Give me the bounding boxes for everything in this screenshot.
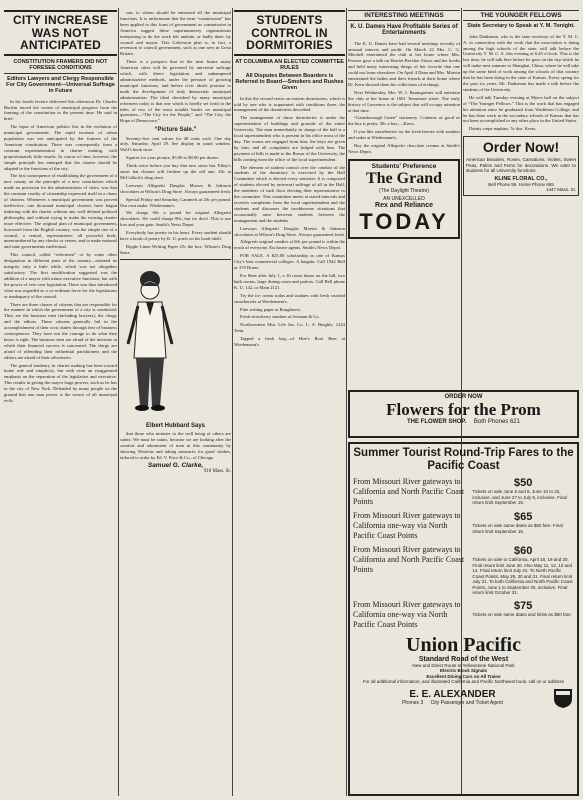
paragraph: Allegretti original candies at 60c per pound is within the reach of everyone. Exclusive agents, Smith's News Depot. [234,239,345,251]
notice-item: Special Friday and Saturday, Caramels at 20c per pound. Our own make. Wiedemann's. [120,196,231,208]
paragraph: The element of student control over the conduct of the students of the dormitory is exercised by the Hall Committee which is elected every semester. It is composed of students elected by universal suffrage of all in the Hall, the members of each floor electing their representative to the committee. This committee meets at stated intervals and receives complaints from the local superintendent and the students and discusses the troublesome situations that occasionally arise between students between the management and the students. [234,164,345,223]
fare-price: $60 [513,545,533,557]
fare-row [353,511,574,541]
paragraph: Try the ice cream sodas and sundaes with fresh crushed strawberries at Wiedemann's. [234,292,345,304]
company-name: KLINE FLORAL CO., [494,175,548,182]
fare-price: $65 [513,511,533,523]
brand-slogan: Standard Road of the West [418,655,509,663]
paragraph: For Rent after July 1, a 16 room house on the hill, two bath rooms, large dining room and parlors. Call Bell phone K. U. 142, or Main 2121. [234,272,345,290]
phones: Bell Phone 55. Home Phone 655 [488,181,554,187]
fare-route: From Missouri River gateways to California one-way via North Pacific Coast Points [353,511,461,540]
address: 910 Mass. St. [203,469,231,475]
paragraph: The lapse of American politics lies in the evolution of municipal government. The rapid increase of urban population was not anticipated by the framers of the American constitution. There was consequently from a constant experimentation in charter making, with proportionately little results. In course of time, however, the simple principle has emerged that the charter should be adapted to the functions of the city. [4,124,117,171]
paragraph: John Dadisman, who is the state secretary of the Y. M. C. A. in connection with the work that the association is doing among the high schools of the state, will talk before the University Y. M. C. A. this evening at 6:45 o'clock. This is the last time, he will talk here before he goes on the trip which he will make next summer to Shanghai, China, where he will take up the same kind of work among the schools of that country that he has been doing in the state of Kansas. Every spring for the past six years, Mr. Dadisman has made a talk before the students of the University. [463,33,579,92]
paragraph: Fine writing paper at Boughton's. [240,306,302,312]
paragraph: The first consequence of establishing the government of a new county on the principle of a new constitution which made no provision for the administration of cities, was that the constant cruelty of citizenship expressed itself in a chaos of charters. Whenever a municipal government was proved ineffective, one thousand municipal charters have begun tinkering with the charter without any well defined political philosophy, and without trying to make the existing charter more effective. The original plan of municipal government, borrowed from the English country, was the simple one of a council, a central, representative, all powerful body, unencumbered by any checks or vetoes, and to make national and state governments ineffectual. [4,173,117,250]
agent-name: E. E. ALEXANDER [409,689,496,700]
column-rule [118,8,119,796]
block-signals: Electric Block Signals [439,668,488,673]
paragraph: Dainty crepe napkins, 5c doz. Kress. [469,126,537,132]
ad-divider [120,259,231,260]
subheadline: AT COLUMBIA AN ELECTED COMMITTEE RULES [235,58,344,71]
section-label: INTERESTING MEETINGS [348,10,460,21]
fare-row [353,600,574,630]
column-rule [346,8,347,796]
theatre-name: The Grand [365,169,442,187]
tour-title: Summer Tourist Round-Trip Fares to the Pacific Coast [353,447,574,472]
flowers-for-prom-ad [348,390,579,438]
info-text: For all additional information, and illustrated California and Pacific Northwest book, call on or address [362,679,565,684]
notices [120,136,231,256]
column-rule [232,8,233,796]
fare-route: From Missouri River gateways to California and North Pacific Coast Points [353,477,465,506]
paragraph: There are three classes of citizens that are responsible for the manner in which the government of a city is conducted. They are the business men (including lawyers), the clergy and the editors. These citizens generally fail in the accomplishment of their civic duties through fear of business consequences. They have not the courage to do what they know is right. The business men are afraid of the interests in which their financial success is concerned. The clergy are afraid of offending their influential parishioners and the editors are afraid of their advertisers. [4,301,117,360]
ad-today: TODAY [359,208,449,234]
section-label: THE YOUNGER FELLOWS [463,10,579,21]
fare-details: Tickets on sale same dates and limits as $60 fare. [472,611,572,617]
fare-price: $50 [513,477,533,489]
ad-line: Rex and Reliance [375,201,433,209]
fare-info [468,600,574,630]
union-pacific-shield-icon [552,687,574,709]
fare-info [468,545,574,596]
fare-info [468,477,574,507]
notice-item: We charge 60c a pound for original Allegretti chocolates. We could charge 80c, but we don't. This is our loss and your gain. Smith's News Depot. [120,210,231,228]
fare-row [353,477,574,507]
ad-line: AN UNEXCELLED [383,195,425,202]
paragraph: Fresh strawberry sundaes at Soxman & Co. [240,314,320,320]
fare-details: Tickets on sale to California, April 18, 19 and 20. Final return limit June 30. Also May 11, 12, 13 and 14. Final return limit July 31. To North Pacific Coast Points, May 29, 30 and 31. Final return limit July 31. To both California and North Pacific Coast Points, June 1 to September 30, inclusive. Final return limit October 31. [472,557,573,595]
column-dormitories [234,10,345,796]
ad-text: American Beauties, Roses, Carnations, Violets, Sweet Peas, Palms and Ferns for decorations. We cater to students for all University functions. [466,157,576,174]
brand-name: Union Pacific [406,633,521,656]
paragraph: Loewnys Allegretti Douglas Morses & Johnson chocolates at Wilson's Drug Store. Always guaranteed fresh. [234,225,345,237]
address: 1447 Mass. St. [545,187,576,193]
ad-main: Flowers for the Prom [386,400,541,419]
paragraph: In his fourth lecture delivered this afternoon Dr. Charles Ruckin traced the course of municipal progress from the framing of the constitution to the present time. He said in brief: [4,98,117,122]
ad-quote [120,431,231,461]
order-now-ad [463,136,579,196]
paragraph: He will talk Tuesday evening at Myers hall on the subject of “The Younger Fellows.” This is the work that has engaged his attention since he graduated from Washburn College, and he has done work in the secondary schools of Kansas that has not been accomplished in any other place in the United States. [463,94,579,124]
column-continuation [120,10,231,796]
ad-title: Order Now! [482,139,560,156]
dining: Excellent Dining Cars on All Trains [426,673,501,679]
fare-price: $75 [513,599,533,612]
paragraph: son, to whom should be entrusted all the municipal functions. It is unfortunate that the term “commission” has been applied to this form of government as commission in America suggest these supernumerary organizations interposing to do the work left undone, or badly done, by council and mayor. This Galveston plan is, in fact, a reversion to council government, such as one sees in Great Britain. [120,10,231,57]
paragraph: FOR SALE. A $25.00 scholarship in one of Kansas City's best commercial colleges. A bargain. Call 1942 Bell or 370 Home. [234,253,345,271]
notice-item: Seventy-five cent values for 40 cents each. One day only, Saturday, April 29. See display in south window. Wolf's book store. [120,135,231,153]
agent-line [353,700,552,706]
paragraph: If you like strawberries try the fresh berries with sundaes and sodas at Wiedemann's. [348,129,460,141]
fare-details: Tickets on sale same dates as $50 fare. Final return limit September 15. [472,523,563,534]
quote-text: that those who minister to the well being of others are saints. We must be saints, because we are looking after the comfort and adornment of men in this community by showing Woolens and taking measures for good clothes, tailored to order by Ed. V. Price & Co., of Chicago. [120,431,231,460]
headline: STUDENTS CONTROL IN DORMITORIES [234,10,345,56]
paragraph: Buy the original Allegretti chocolate creams at Smith's News Depot. [348,143,460,154]
signature: Samuel G. Clarke, [147,461,204,469]
article-body [348,41,460,155]
union-pacific-ad [348,442,579,796]
notice-item: Squires for your picture, $5.00 to $8.00 per dozen. [126,155,219,161]
deck: All Disputes Between Boarders is Referred to Board—Smokers and Rushes Given [235,73,344,91]
paragraph: Next Wednesday, Mrs. W. J. Baumgartner will entertain the club at her home at 1601 Tennessee street. The early history of Lawrence is the subject that will occupy attention at that time. [348,89,460,113]
paragraph: In this the second series on eastern dormitories, which is told by one who is acquainted with conditions there, the management of the dormitories described. [234,95,345,113]
column-younger-fellows [463,10,579,310]
paragraph: Northwestern Mut. Life Ins. Co. L. S. Berghly. 1224 Tenn. [234,322,345,334]
headline: K. U. Dames Have Profitable Series of Entertainments [350,24,458,37]
agent-row [353,687,574,709]
article-body [463,34,579,133]
agent-title: City Passenger and Ticket Agent [430,700,503,706]
deck: State Secretary to Speak at Y. M. Tonight. [467,23,575,29]
paragraph: Tapped a fresh keg—of Hire's Root Beer at Wiedemann's. [234,336,345,348]
elbert-hubbard-illustration [120,266,180,416]
shop-name: THE FLOWER SHOP. [407,419,467,425]
fare-details: Tickets on sale June 5 and 6, June 10 to 22, inclusive, and June 27 to July 5, inclusive. Final return limit September 15. [472,489,567,505]
agent-phones: Phones 3 [402,700,424,706]
paragraph: The management of these dormitories is under the superintendent of buildings and grounds of the entire University. The man immediately in charge of the hall is a local superintendent who is present in his office most of the day. The rooms are engaged from him; the keys are given by him; and all complaints are lodged with him. The payment of bills is made to the Bursar of the University, the bills coming from the office of the local superintendent. [234,115,345,162]
ad-kicker: Students' Preference [371,162,437,170]
fare-info [468,511,574,541]
ad-footer [350,419,577,425]
paragraph: The general tendency in charter making has been toward home rule and simplicity, but with even an exaggerated emphasis on the separation of the legislative and executive. This results in giving the mayor large powers, such as he has in the city of New York. Defended by many people on the ground that one man power is the source of all municipal evils. [4,362,117,404]
notice-item: Ripple Linen Writing Paper 25c the box. Wilson's Drug Store. [120,244,231,255]
subheadline: CONSTITUTION FRAMERS DID NOT FORESEE CONDITIONS [4,60,117,75]
notice-item: Think twice before you buy that new straw hat. Elbay's straw hat cleaner will freshen up the old one. 20c at McCullock's drug store. [120,163,231,180]
headline: CITY INCREASE WAS NOT ANTICIPATED [4,10,117,56]
fare-route: From Missouri River gateways to California and North Pacific Coast Points [353,545,465,574]
paragraph: The K. U. Dames have had several meetings recently of unusual interest and profit. On March 22 Mrs. C. G. Mitchell entertained the club at her home where Mrs. Prosser gave a talk on Harriet Beecher Stowe and her books and held many interesting things of her favorite that one could not learn elsewhere. On April 4 Dean and Mrs. Marvin entertained the ladies and their friends at their home where Dr. Kern showed them his collections of etchings. [348,40,460,87]
paragraph: This council, called “selectmen” or by some other designation in different parts of the country—retained its integrity only a little while, which was not altogether satisfactory. The first modification suggested was the addition of a mayor with minor executive functions, but with the power of veto over legislation. There was thus introduced what was regarded as a co-ordinate force for the legislatures or inadequacy of the council. [4,252,117,299]
article-continuation [120,10,231,124]
column-city-increase [4,10,117,796]
article-body [234,96,345,348]
article-body [4,99,117,404]
column-meetings [348,10,460,388]
paragraph: “Gainsborough Linen” stationery. Contents as good as the box is pretty. 50c a box.—Kress. [348,115,460,127]
fare-row [353,545,574,596]
notice-title: “Picture Sale.” [154,127,197,134]
paragraph: There is a prospect that in the near future many American cities will be governed by universal suffrage which, with direct legislation and unhampered administrative methods, under the pressure of growing municipal functions, and before civic ideals promise to mark the development of truly democratic municipal administration. The ideal cherished by many municipal reformers today is that one which is briefly set forth in the titles of two of the most notable books on municipal questions—“The City for the People,” and “The City, the Hope of Democracy.” [120,59,231,124]
theatre-tagline: (The Daylight Theatre) [379,187,429,194]
agent-block [353,689,552,706]
ad-top: ORDER NOW [444,394,483,400]
phones: Both Phones 621 [473,419,520,425]
notice-item: Loewnys Allegretti Douglas Morses & Johnson chocolates at Wilson's Drug Store. Always guaranteed fresh. [120,182,231,194]
route-note: New and Direct Route to Yellowstone National Park [412,662,515,668]
grand-theatre-ad [348,159,460,239]
figure-caption: Elbert Hubbard Says [145,422,205,429]
notice-item: Everybody has poetry in his heart. Every student should have a book of poetry by K. U. poets on his book-shelf. [120,230,231,242]
deck: Editors Lawyers and Clergy Responsible For City Government—Universal Suffrage in Future [6,76,115,94]
fare-route: From Missouri River gateways to California one-way via North Pacific Coast Points [353,599,461,629]
